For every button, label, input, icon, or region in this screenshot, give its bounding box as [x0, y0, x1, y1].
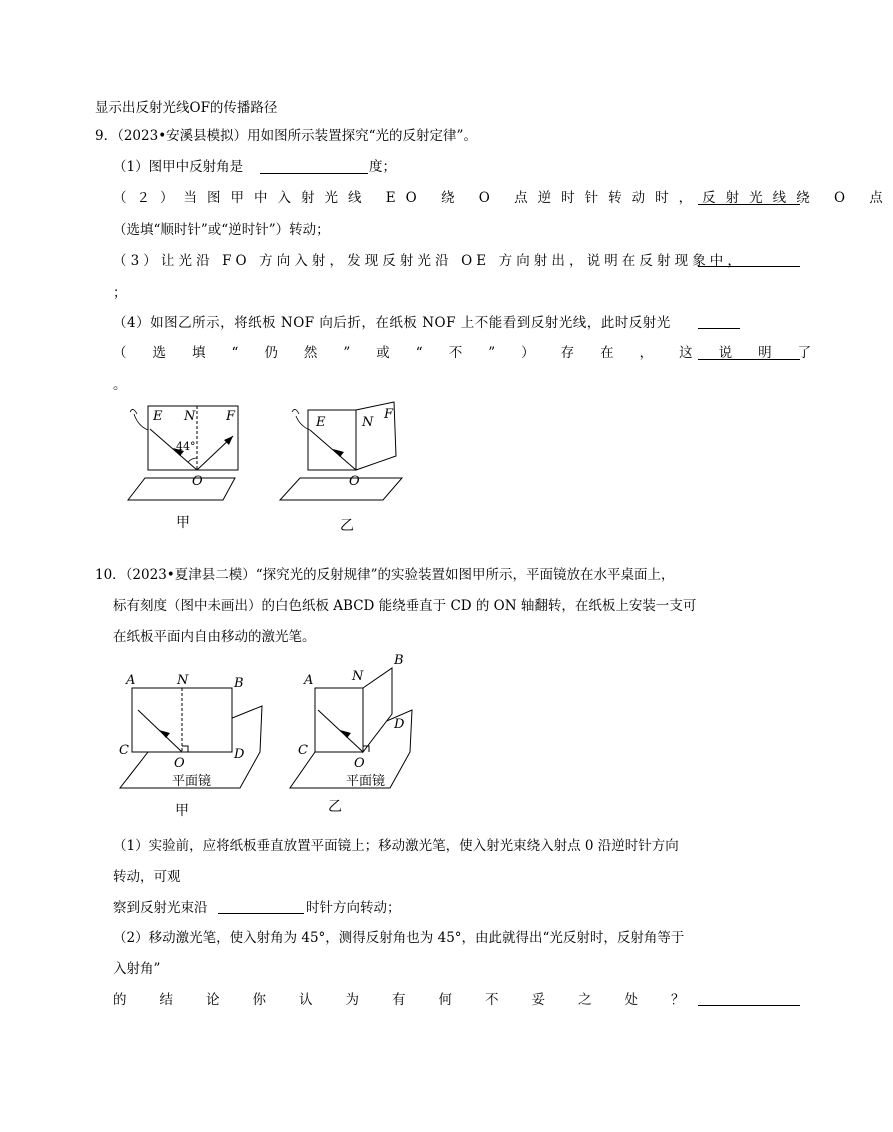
q10-part2-blank[interactable]: [698, 1005, 800, 1006]
q9-part4-blank2[interactable]: [698, 359, 800, 360]
label-C: C: [119, 743, 129, 758]
finger-icon: [292, 409, 299, 414]
q9-part4-cont: （选填“仍然”或“不”）存在，这说明了: [113, 345, 838, 361]
label-N: N: [184, 409, 196, 424]
q9-part4-blank1[interactable]: [698, 328, 740, 329]
label-O: O: [174, 756, 185, 771]
paper-board-fixed: [315, 688, 363, 752]
mirror-plane: [280, 478, 402, 500]
q10-fig-right: [290, 653, 412, 789]
q10-line2: 标有刻度（图中未画出）的白色纸板 ABCD 能绕垂直于 CD 的 ON 轴翻转，在纸板上安装一支可: [113, 598, 697, 614]
q10-header: 10．（2023•夏津县二模）“探究光的反射规律”的实验装置如图甲所示，平面镜放在水平桌面上，: [95, 567, 675, 583]
label-N: N: [177, 673, 189, 688]
label-angle: 44°: [176, 440, 196, 453]
q10-line3: 在纸板平面内自由移动的激光笔。: [113, 629, 316, 645]
q9-part2-text: （２）当图甲中入射光线 EO 绕 O 点逆时针转动时，反射光线绕 O 点: [113, 190, 893, 206]
q10-caption-right: 乙: [328, 799, 342, 815]
prev-line: 显示出反射光线OF的传播路径: [95, 100, 278, 116]
label-F: F: [384, 407, 394, 422]
q9-caption-left: 甲: [176, 515, 190, 531]
mirror-plane: [128, 478, 235, 500]
label-D: D: [394, 717, 405, 732]
q9-figure: [100, 396, 420, 536]
finger-icon: [130, 409, 137, 414]
label-E: E: [316, 415, 326, 430]
q10-fig-left: [119, 673, 262, 789]
q9-part1-blank[interactable]: [260, 173, 368, 174]
q9-part3-blank[interactable]: [698, 266, 800, 267]
q9-fig-left: [128, 406, 238, 500]
mirror-label: 平面镜: [172, 774, 212, 789]
q10-part2-text: （2）移动激光笔，使入射角为 45°，测得反射角也为 45°，由此就得出“光反射时，反射角等于: [113, 930, 685, 946]
q9-part1-unit: 度；: [369, 159, 396, 175]
q10-part1-end: 时针方向转动；: [306, 900, 401, 916]
q9-part1-text: （1）图甲中反射角是: [113, 159, 244, 175]
q9-part2-cont: （选填“顺时针”或“逆时针”）转动；: [113, 222, 330, 238]
hand-icon: [134, 414, 148, 430]
q10-part2-cont: 入射角”: [113, 961, 161, 977]
q9-header: 9．（2023•安溪县模拟）用如图所示装置探究“光的反射定律”。: [95, 128, 477, 144]
q9-part3-text: （3）让光沿 FO 方向入射，发现反射光沿 OE 方向射出，说明在反射现象中，: [113, 253, 746, 269]
label-B: B: [234, 676, 244, 691]
mirror-label: 平面镜: [346, 774, 386, 789]
label-O: O: [349, 474, 360, 489]
q10-figure: [110, 650, 440, 810]
q9-part4-end: 。: [113, 377, 127, 393]
label-O: O: [354, 756, 365, 771]
label-E: E: [153, 409, 163, 424]
q10-part1-text: （1）实验前，应将纸板垂直放置平面镜上；移动激光笔，使入射光束绕入射点 0 沿逆时针方向: [113, 838, 679, 854]
q10-part2-line3: 的结论你认为有何不妥之处？: [113, 992, 718, 1008]
label-O: O: [192, 474, 203, 489]
q9-caption-right: 乙: [340, 518, 354, 534]
paper-board-folded: [363, 668, 392, 752]
label-D: D: [234, 747, 245, 762]
q10-caption-left: 甲: [175, 803, 189, 819]
q9-part3-cont: ；: [113, 285, 127, 301]
label-N: N: [362, 415, 374, 430]
label-B: B: [394, 653, 404, 668]
q9-fig-right: [280, 402, 402, 500]
q10-part1-line3: 察到反射光束沿: [113, 900, 208, 916]
label-F: F: [226, 409, 236, 424]
q10-part1-cont: 转动，可观: [113, 869, 181, 885]
q9-part4-text: （4）如图乙所示，将纸板 NOF 向后折，在纸板 NOF 上不能看到反射光线，此时反射光: [113, 315, 671, 331]
label-N: N: [352, 669, 364, 684]
label-A: A: [126, 673, 136, 688]
q10-part1-blank[interactable]: [218, 913, 304, 914]
label-A: A: [304, 673, 314, 688]
label-C: C: [298, 743, 308, 758]
q9-part2-blank[interactable]: [698, 204, 800, 205]
